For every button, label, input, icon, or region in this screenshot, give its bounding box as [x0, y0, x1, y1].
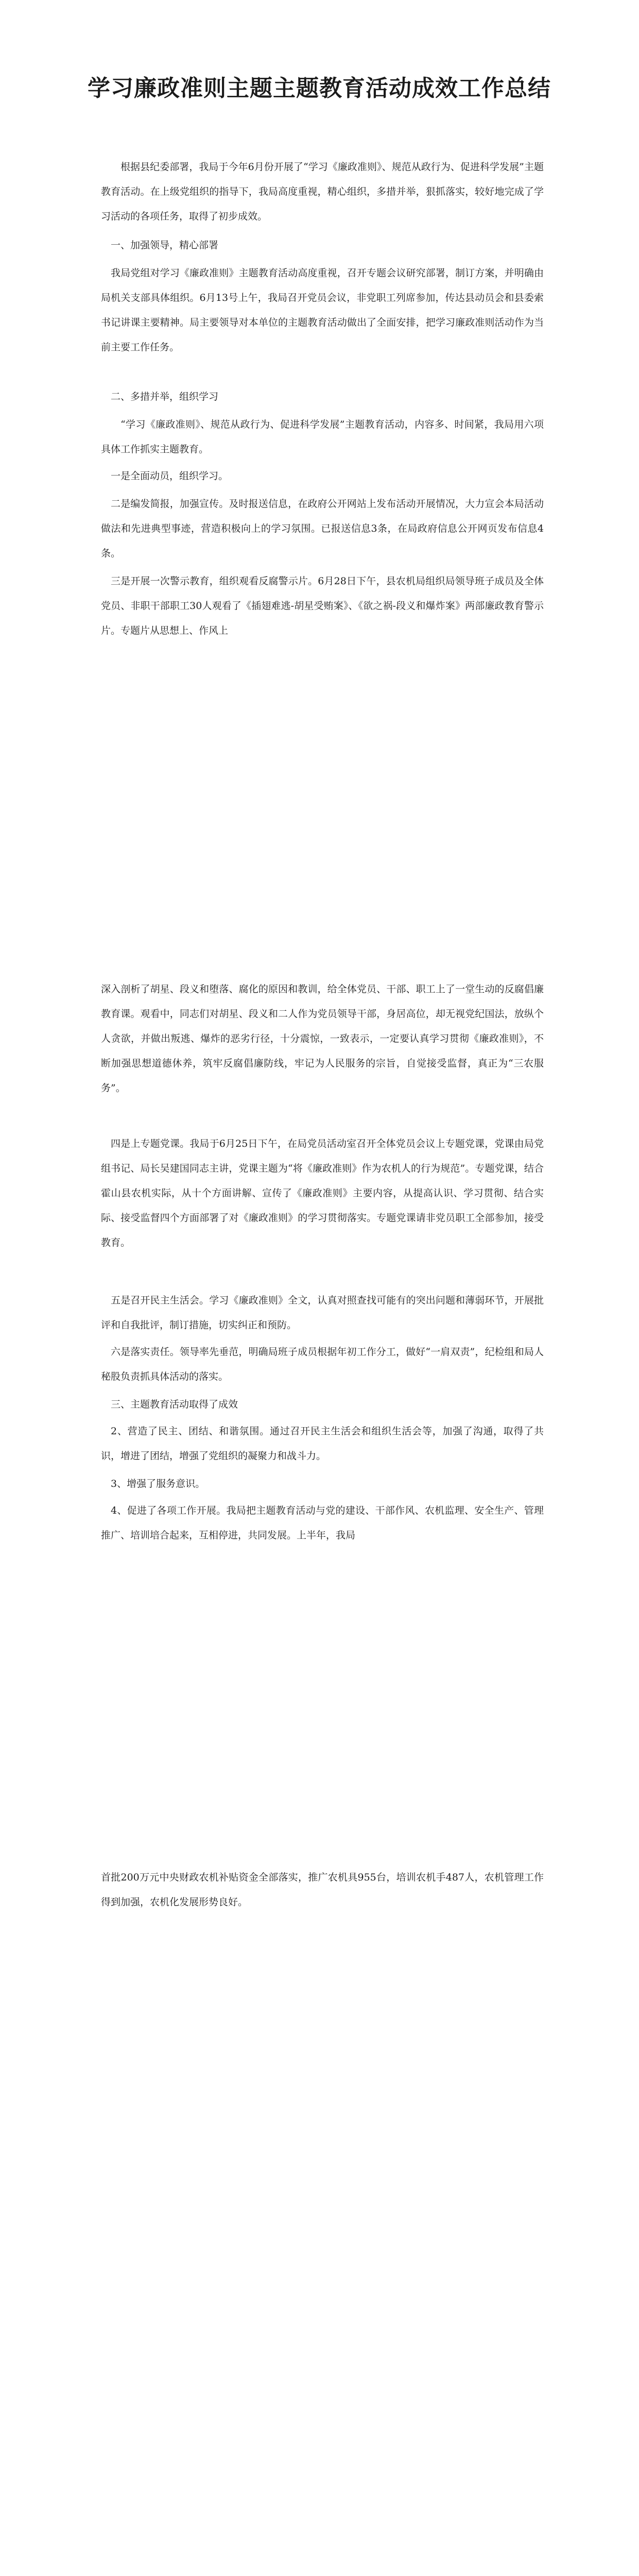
paragraph-measure-1: 一是全面动员，组织学习。: [111, 470, 229, 482]
paragraph-result-2: 2、营造了民主、团结、和谐氛围。通过召开民主生活会和组织生活会等，加强了沟通，取得了共识，增进了团结，增强了党组织的凝聚力和战斗力。: [101, 1426, 544, 1462]
paragraph-measure-4: 四是上专题党课。我局于6月25日下午，在局党员活动室召开全体党员会议上专题党课，党课由局党组书记、局长吴建国同志主讲，党课主题为“将《廉政准则》作为农机人的行为规范”。专题党课，结合霍山县农机实际，从十个方面讲解、宣传了《廉政准则》主要内容，从提高认识、学习贯彻、结合实际、接受监督四个方面部署了对《廉政准则》的学习贯彻落实。专题党课请非党员职工全部参加，接受教育。: [101, 1138, 544, 1248]
intro-paragraph: 根据县纪委部署，我局于今年6月份开展了“学习《廉政准则》、规范从政行为、促进科学发展”主题教育活动。在上级党组织的指导下，我局高度重视，精心组织，多措并举，狠抓落实，较好地完成了学习活动的各项任务，取得了初步成效。: [101, 161, 544, 222]
paragraph-leadership: 我局党组对学习《廉政准则》主题教育活动高度重视，召开专题会议研究部署，制订方案，并明确由局机关支部具体组织。6月13号上午，我局召开党员会议，非党职工列席参加，传达县动员会和县委索书记讲课主要精神。局主要领导对本单位的主题教育活动做出了全面安排，把学习廉政准则活动作为当前主要工作任务。: [101, 267, 544, 353]
paragraph-measure-2: 二是编发简报，加强宣传。及时报送信息，在政府公开网站上发布活动开展情况，大力宣会本局活动做法和先进典型事迹，营造积极向上的学习氛围。已报送信息3条，在局政府信息公开网页发布信息4条。: [101, 498, 544, 559]
paragraph-measure-6: 六是落实责任。领导率先垂范，明确局班子成员根据年初工作分工，做好“一肩双责”，纪检组和局人秘股负责抓具体活动的落实。: [101, 1346, 544, 1382]
paragraph-result-3: 3、增强了服务意识。: [111, 1478, 205, 1489]
section-heading-2: 二、多措并举，组织学习: [111, 391, 219, 402]
section-heading-1: 一、加强领导，精心部署: [111, 240, 219, 251]
paragraph-result-4: 4、促进了各项工作开展。我局把主题教育活动与党的建设、干部作风、农机监理、安全生产、管理推广、培训培合起来，互相停进，共同发展。上半年，我局: [101, 1505, 544, 1541]
paragraph-six-measures: “学习《廉政准则》、规范从政行为、促进科学发展”主题教育活动，内容多、时间紧，我局用六项具体工作抓实主题教育。: [101, 419, 544, 455]
paragraph-result-4-continued: 首批200万元中央财政农机补贴资金全部落实，推广农机具955台，培训农机手487人，农机管理工作得到加强，农机化发展形势良好。: [101, 1872, 544, 1908]
page-title: 学习廉政准则主题主题教育活动成效工作总结: [88, 75, 551, 101]
paragraph-measure-5: 五是召开民主生活会。学习《廉政准则》全文，认真对照查找可能有的突出问题和薄弱环节，开展批评和自我批评，制订措施，切实纠正和预防。: [101, 1295, 544, 1331]
paragraph-measure-3-continued: 深入剖析了胡星、段义和堕落、腐化的原因和教训，给全体党员、干部、职工上了一堂生动的反腐倡廉教育课。观看中，同志们对胡星、段义和二人作为党员领导干部，身居高位，却无视党纪国法，放纵个人贪欲，并做出叛逃、爆炸的恶劣行径，十分震惊，一致表示，一定要认真学习贯彻《廉政准则》，不断加强思想道德休养，筑牢反腐倡廉防线，牢记为人民服务的宗旨，自觉接受监督，真正为“三农服务”。: [101, 984, 544, 1094]
paragraph-measure-3: 三是开展一次警示教育，组织观看反腐警示片。6月28日下午，县农机局组织局领导班子成员及全体党员、非职干部职工30人观看了《插翅难逃-胡星受贿案》、《欲之祸-段义和爆炸案》两部廉政教育警示片。专题片从思想上、作风上: [101, 575, 544, 636]
section-heading-3: 三、主题教育活动取得了成效: [111, 1399, 238, 1410]
